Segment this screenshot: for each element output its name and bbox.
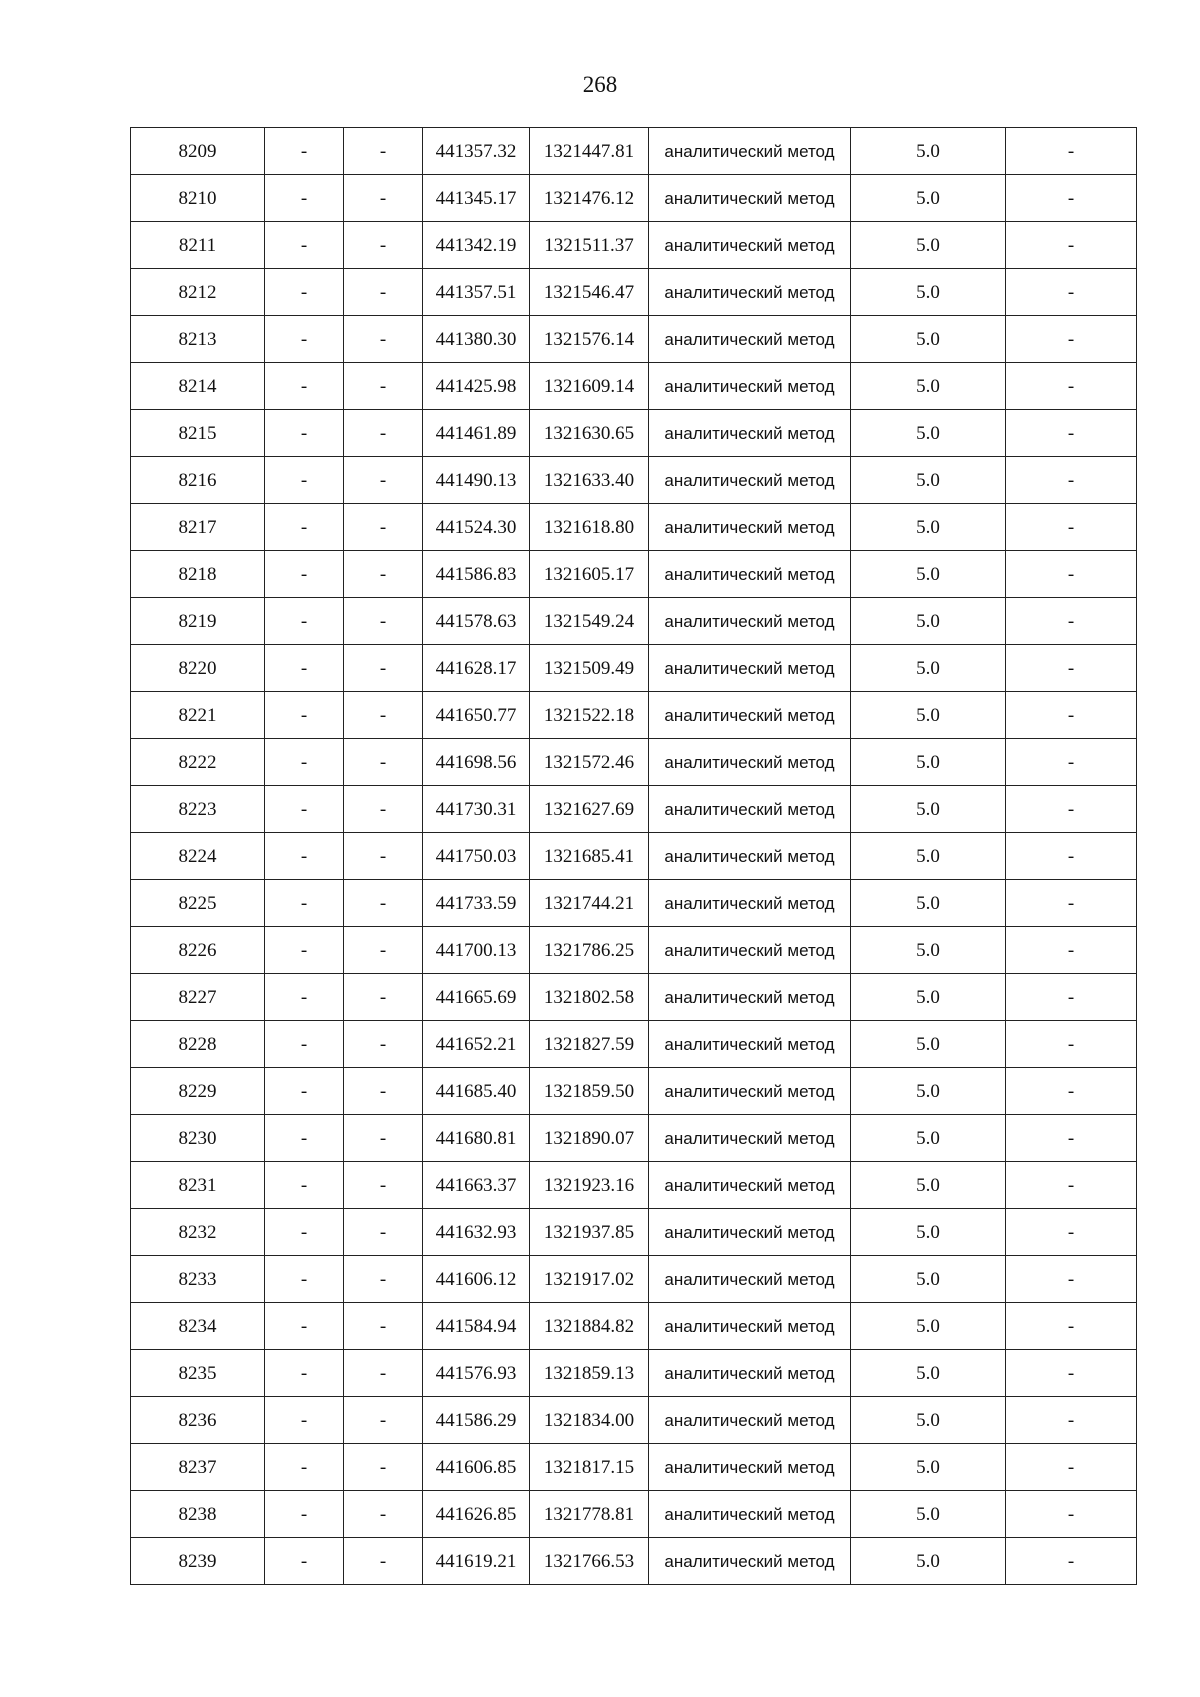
table-row <box>131 598 1137 645</box>
accuracy-cell: 5.0 <box>851 363 1006 410</box>
table-row <box>131 1256 1137 1303</box>
accuracy-cell: 5.0 <box>851 1397 1006 1444</box>
note-cell: - <box>1006 1162 1137 1209</box>
method-cell: аналитический метод <box>649 1491 851 1538</box>
point-number-cell: 8209 <box>131 128 265 175</box>
point-number-cell: 8235 <box>131 1350 265 1397</box>
empty-cell: - <box>265 1444 344 1491</box>
y-coordinate-cell: 1321447.81 <box>530 128 649 175</box>
table-row <box>131 833 1137 880</box>
accuracy-cell: 5.0 <box>851 974 1006 1021</box>
y-coordinate-cell: 1321576.14 <box>530 316 649 363</box>
y-coordinate-cell: 1321630.65 <box>530 410 649 457</box>
x-coordinate-cell: 441342.19 <box>423 222 530 269</box>
y-coordinate-cell: 1321923.16 <box>530 1162 649 1209</box>
note-cell: - <box>1006 1397 1137 1444</box>
point-number-cell: 8216 <box>131 457 265 504</box>
table-row <box>131 739 1137 786</box>
point-number-cell: 8239 <box>131 1538 265 1585</box>
method-cell: аналитический метод <box>649 1209 851 1256</box>
method-cell: аналитический метод <box>649 739 851 786</box>
table-row <box>131 410 1137 457</box>
empty-cell: - <box>344 1538 423 1585</box>
y-coordinate-cell: 1321609.14 <box>530 363 649 410</box>
y-coordinate-cell: 1321859.13 <box>530 1350 649 1397</box>
table-row <box>131 1444 1137 1491</box>
empty-cell: - <box>265 551 344 598</box>
method-cell: аналитический метод <box>649 833 851 880</box>
point-number-cell: 8215 <box>131 410 265 457</box>
note-cell: - <box>1006 222 1137 269</box>
empty-cell: - <box>265 1162 344 1209</box>
empty-cell: - <box>344 363 423 410</box>
method-cell: аналитический метод <box>649 1303 851 1350</box>
note-cell: - <box>1006 1068 1137 1115</box>
x-coordinate-cell: 441524.30 <box>423 504 530 551</box>
note-cell: - <box>1006 1491 1137 1538</box>
note-cell: - <box>1006 1256 1137 1303</box>
accuracy-cell: 5.0 <box>851 598 1006 645</box>
accuracy-cell: 5.0 <box>851 833 1006 880</box>
table-row <box>131 1350 1137 1397</box>
empty-cell: - <box>344 974 423 1021</box>
note-cell: - <box>1006 551 1137 598</box>
accuracy-cell: 5.0 <box>851 1256 1006 1303</box>
y-coordinate-cell: 1321546.47 <box>530 269 649 316</box>
method-cell: аналитический метод <box>649 1350 851 1397</box>
empty-cell: - <box>344 457 423 504</box>
empty-cell: - <box>344 1397 423 1444</box>
x-coordinate-cell: 441730.31 <box>423 786 530 833</box>
method-cell: аналитический метод <box>649 551 851 598</box>
empty-cell: - <box>265 786 344 833</box>
accuracy-cell: 5.0 <box>851 1444 1006 1491</box>
x-coordinate-cell: 441698.56 <box>423 739 530 786</box>
point-number-cell: 8232 <box>131 1209 265 1256</box>
table-row <box>131 504 1137 551</box>
table-row <box>131 1303 1137 1350</box>
empty-cell: - <box>265 692 344 739</box>
method-cell: аналитический метод <box>649 363 851 410</box>
table-row <box>131 551 1137 598</box>
accuracy-cell: 5.0 <box>851 316 1006 363</box>
x-coordinate-cell: 441586.83 <box>423 551 530 598</box>
empty-cell: - <box>265 504 344 551</box>
empty-cell: - <box>344 1256 423 1303</box>
point-number-cell: 8223 <box>131 786 265 833</box>
method-cell: аналитический метод <box>649 598 851 645</box>
empty-cell: - <box>344 1209 423 1256</box>
point-number-cell: 8226 <box>131 927 265 974</box>
empty-cell: - <box>265 1209 344 1256</box>
x-coordinate-cell: 441733.59 <box>423 880 530 927</box>
x-coordinate-cell: 441663.37 <box>423 1162 530 1209</box>
table-row <box>131 974 1137 1021</box>
empty-cell: - <box>265 316 344 363</box>
empty-cell: - <box>344 504 423 551</box>
accuracy-cell: 5.0 <box>851 645 1006 692</box>
note-cell: - <box>1006 692 1137 739</box>
note-cell: - <box>1006 1538 1137 1585</box>
accuracy-cell: 5.0 <box>851 880 1006 927</box>
y-coordinate-cell: 1321522.18 <box>530 692 649 739</box>
point-number-cell: 8229 <box>131 1068 265 1115</box>
accuracy-cell: 5.0 <box>851 786 1006 833</box>
accuracy-cell: 5.0 <box>851 410 1006 457</box>
y-coordinate-cell: 1321817.15 <box>530 1444 649 1491</box>
empty-cell: - <box>344 739 423 786</box>
method-cell: аналитический метод <box>649 222 851 269</box>
method-cell: аналитический метод <box>649 457 851 504</box>
method-cell: аналитический метод <box>649 692 851 739</box>
point-number-cell: 8211 <box>131 222 265 269</box>
note-cell: - <box>1006 269 1137 316</box>
accuracy-cell: 5.0 <box>851 504 1006 551</box>
empty-cell: - <box>344 269 423 316</box>
y-coordinate-cell: 1321834.00 <box>530 1397 649 1444</box>
y-coordinate-cell: 1321859.50 <box>530 1068 649 1115</box>
note-cell: - <box>1006 1350 1137 1397</box>
empty-cell: - <box>265 363 344 410</box>
note-cell: - <box>1006 880 1137 927</box>
empty-cell: - <box>265 1115 344 1162</box>
x-coordinate-cell: 441380.30 <box>423 316 530 363</box>
y-coordinate-cell: 1321937.85 <box>530 1209 649 1256</box>
note-cell: - <box>1006 175 1137 222</box>
x-coordinate-cell: 441665.69 <box>423 974 530 1021</box>
x-coordinate-cell: 441680.81 <box>423 1115 530 1162</box>
empty-cell: - <box>265 1256 344 1303</box>
table-row <box>131 1209 1137 1256</box>
accuracy-cell: 5.0 <box>851 1115 1006 1162</box>
empty-cell: - <box>344 833 423 880</box>
empty-cell: - <box>265 222 344 269</box>
y-coordinate-cell: 1321827.59 <box>530 1021 649 1068</box>
empty-cell: - <box>344 1303 423 1350</box>
method-cell: аналитический метод <box>649 504 851 551</box>
accuracy-cell: 5.0 <box>851 128 1006 175</box>
point-number-cell: 8230 <box>131 1115 265 1162</box>
point-number-cell: 8237 <box>131 1444 265 1491</box>
accuracy-cell: 5.0 <box>851 222 1006 269</box>
note-cell: - <box>1006 598 1137 645</box>
empty-cell: - <box>265 880 344 927</box>
x-coordinate-cell: 441576.93 <box>423 1350 530 1397</box>
method-cell: аналитический метод <box>649 880 851 927</box>
empty-cell: - <box>265 1491 344 1538</box>
coordinates-table <box>130 127 1137 1585</box>
y-coordinate-cell: 1321917.02 <box>530 1256 649 1303</box>
accuracy-cell: 5.0 <box>851 1303 1006 1350</box>
empty-cell: - <box>344 316 423 363</box>
note-cell: - <box>1006 128 1137 175</box>
note-cell: - <box>1006 457 1137 504</box>
point-number-cell: 8224 <box>131 833 265 880</box>
table-row <box>131 1021 1137 1068</box>
point-number-cell: 8234 <box>131 1303 265 1350</box>
empty-cell: - <box>344 1491 423 1538</box>
point-number-cell: 8222 <box>131 739 265 786</box>
empty-cell: - <box>265 598 344 645</box>
note-cell: - <box>1006 504 1137 551</box>
table-row <box>131 1397 1137 1444</box>
table-body <box>131 128 1137 1585</box>
x-coordinate-cell: 441650.77 <box>423 692 530 739</box>
y-coordinate-cell: 1321618.80 <box>530 504 649 551</box>
y-coordinate-cell: 1321605.17 <box>530 551 649 598</box>
empty-cell: - <box>265 645 344 692</box>
y-coordinate-cell: 1321511.37 <box>530 222 649 269</box>
note-cell: - <box>1006 1209 1137 1256</box>
empty-cell: - <box>344 880 423 927</box>
x-coordinate-cell: 441700.13 <box>423 927 530 974</box>
x-coordinate-cell: 441578.63 <box>423 598 530 645</box>
method-cell: аналитический метод <box>649 1397 851 1444</box>
table-row <box>131 645 1137 692</box>
accuracy-cell: 5.0 <box>851 1491 1006 1538</box>
table-row <box>131 363 1137 410</box>
accuracy-cell: 5.0 <box>851 1350 1006 1397</box>
y-coordinate-cell: 1321744.21 <box>530 880 649 927</box>
empty-cell: - <box>265 128 344 175</box>
x-coordinate-cell: 441461.89 <box>423 410 530 457</box>
accuracy-cell: 5.0 <box>851 1209 1006 1256</box>
empty-cell: - <box>344 598 423 645</box>
empty-cell: - <box>265 1303 344 1350</box>
method-cell: аналитический метод <box>649 1068 851 1115</box>
accuracy-cell: 5.0 <box>851 269 1006 316</box>
empty-cell: - <box>344 1021 423 1068</box>
empty-cell: - <box>344 645 423 692</box>
x-coordinate-cell: 441626.85 <box>423 1491 530 1538</box>
x-coordinate-cell: 441425.98 <box>423 363 530 410</box>
y-coordinate-cell: 1321509.49 <box>530 645 649 692</box>
table-row <box>131 1538 1137 1585</box>
page-number: 268 <box>582 72 618 97</box>
empty-cell: - <box>265 1068 344 1115</box>
empty-cell: - <box>344 1444 423 1491</box>
table-row <box>131 1491 1137 1538</box>
empty-cell: - <box>344 1162 423 1209</box>
note-cell: - <box>1006 316 1137 363</box>
table-row <box>131 457 1137 504</box>
point-number-cell: 8236 <box>131 1397 265 1444</box>
table-row <box>131 692 1137 739</box>
accuracy-cell: 5.0 <box>851 1162 1006 1209</box>
x-coordinate-cell: 441652.21 <box>423 1021 530 1068</box>
note-cell: - <box>1006 927 1137 974</box>
point-number-cell: 8212 <box>131 269 265 316</box>
note-cell: - <box>1006 363 1137 410</box>
method-cell: аналитический метод <box>649 175 851 222</box>
table-row <box>131 222 1137 269</box>
accuracy-cell: 5.0 <box>851 457 1006 504</box>
y-coordinate-cell: 1321633.40 <box>530 457 649 504</box>
method-cell: аналитический метод <box>649 128 851 175</box>
table-row <box>131 927 1137 974</box>
empty-cell: - <box>265 1397 344 1444</box>
point-number-cell: 8218 <box>131 551 265 598</box>
note-cell: - <box>1006 1021 1137 1068</box>
x-coordinate-cell: 441490.13 <box>423 457 530 504</box>
note-cell: - <box>1006 739 1137 786</box>
point-number-cell: 8225 <box>131 880 265 927</box>
x-coordinate-cell: 441628.17 <box>423 645 530 692</box>
method-cell: аналитический метод <box>649 1021 851 1068</box>
x-coordinate-cell: 441584.94 <box>423 1303 530 1350</box>
note-cell: - <box>1006 1115 1137 1162</box>
table-row <box>131 316 1137 363</box>
empty-cell: - <box>344 551 423 598</box>
point-number-cell: 8227 <box>131 974 265 1021</box>
point-number-cell: 8238 <box>131 1491 265 1538</box>
accuracy-cell: 5.0 <box>851 927 1006 974</box>
method-cell: аналитический метод <box>649 1444 851 1491</box>
note-cell: - <box>1006 410 1137 457</box>
point-number-cell: 8221 <box>131 692 265 739</box>
x-coordinate-cell: 441750.03 <box>423 833 530 880</box>
accuracy-cell: 5.0 <box>851 692 1006 739</box>
x-coordinate-cell: 441619.21 <box>423 1538 530 1585</box>
y-coordinate-cell: 1321884.82 <box>530 1303 649 1350</box>
note-cell: - <box>1006 833 1137 880</box>
point-number-cell: 8219 <box>131 598 265 645</box>
note-cell: - <box>1006 974 1137 1021</box>
empty-cell: - <box>344 1068 423 1115</box>
empty-cell: - <box>344 1115 423 1162</box>
point-number-cell: 8220 <box>131 645 265 692</box>
method-cell: аналитический метод <box>649 269 851 316</box>
method-cell: аналитический метод <box>649 974 851 1021</box>
accuracy-cell: 5.0 <box>851 1021 1006 1068</box>
empty-cell: - <box>265 175 344 222</box>
y-coordinate-cell: 1321778.81 <box>530 1491 649 1538</box>
accuracy-cell: 5.0 <box>851 551 1006 598</box>
method-cell: аналитический метод <box>649 927 851 974</box>
empty-cell: - <box>265 833 344 880</box>
y-coordinate-cell: 1321685.41 <box>530 833 649 880</box>
empty-cell: - <box>344 1350 423 1397</box>
empty-cell: - <box>265 269 344 316</box>
empty-cell: - <box>344 692 423 739</box>
y-coordinate-cell: 1321476.12 <box>530 175 649 222</box>
empty-cell: - <box>265 1538 344 1585</box>
table-row <box>131 880 1137 927</box>
empty-cell: - <box>344 222 423 269</box>
x-coordinate-cell: 441586.29 <box>423 1397 530 1444</box>
x-coordinate-cell: 441606.12 <box>423 1256 530 1303</box>
method-cell: аналитический метод <box>649 1162 851 1209</box>
empty-cell: - <box>344 786 423 833</box>
x-coordinate-cell: 441345.17 <box>423 175 530 222</box>
y-coordinate-cell: 1321766.53 <box>530 1538 649 1585</box>
y-coordinate-cell: 1321627.69 <box>530 786 649 833</box>
table-row <box>131 786 1137 833</box>
method-cell: аналитический метод <box>649 645 851 692</box>
note-cell: - <box>1006 1444 1137 1491</box>
table-row <box>131 128 1137 175</box>
table-row <box>131 269 1137 316</box>
empty-cell: - <box>265 410 344 457</box>
y-coordinate-cell: 1321890.07 <box>530 1115 649 1162</box>
method-cell: аналитический метод <box>649 1256 851 1303</box>
point-number-cell: 8210 <box>131 175 265 222</box>
point-number-cell: 8228 <box>131 1021 265 1068</box>
empty-cell: - <box>344 128 423 175</box>
empty-cell: - <box>265 974 344 1021</box>
point-number-cell: 8231 <box>131 1162 265 1209</box>
empty-cell: - <box>265 927 344 974</box>
accuracy-cell: 5.0 <box>851 1068 1006 1115</box>
x-coordinate-cell: 441632.93 <box>423 1209 530 1256</box>
empty-cell: - <box>265 1021 344 1068</box>
note-cell: - <box>1006 1303 1137 1350</box>
method-cell: аналитический метод <box>649 316 851 363</box>
method-cell: аналитический метод <box>649 1115 851 1162</box>
accuracy-cell: 5.0 <box>851 739 1006 786</box>
x-coordinate-cell: 441357.32 <box>423 128 530 175</box>
empty-cell: - <box>265 739 344 786</box>
x-coordinate-cell: 441357.51 <box>423 269 530 316</box>
note-cell: - <box>1006 786 1137 833</box>
table-row <box>131 175 1137 222</box>
y-coordinate-cell: 1321549.24 <box>530 598 649 645</box>
table-row <box>131 1115 1137 1162</box>
empty-cell: - <box>265 1350 344 1397</box>
note-cell: - <box>1006 645 1137 692</box>
point-number-cell: 8214 <box>131 363 265 410</box>
y-coordinate-cell: 1321572.46 <box>530 739 649 786</box>
x-coordinate-cell: 441685.40 <box>423 1068 530 1115</box>
table-row <box>131 1162 1137 1209</box>
empty-cell: - <box>344 175 423 222</box>
y-coordinate-cell: 1321802.58 <box>530 974 649 1021</box>
x-coordinate-cell: 441606.85 <box>423 1444 530 1491</box>
point-number-cell: 8213 <box>131 316 265 363</box>
method-cell: аналитический метод <box>649 1538 851 1585</box>
method-cell: аналитический метод <box>649 410 851 457</box>
method-cell: аналитический метод <box>649 786 851 833</box>
empty-cell: - <box>344 410 423 457</box>
y-coordinate-cell: 1321786.25 <box>530 927 649 974</box>
point-number-cell: 8233 <box>131 1256 265 1303</box>
table-row <box>131 1068 1137 1115</box>
point-number-cell: 8217 <box>131 504 265 551</box>
empty-cell: - <box>344 927 423 974</box>
empty-cell: - <box>265 457 344 504</box>
accuracy-cell: 5.0 <box>851 175 1006 222</box>
accuracy-cell: 5.0 <box>851 1538 1006 1585</box>
